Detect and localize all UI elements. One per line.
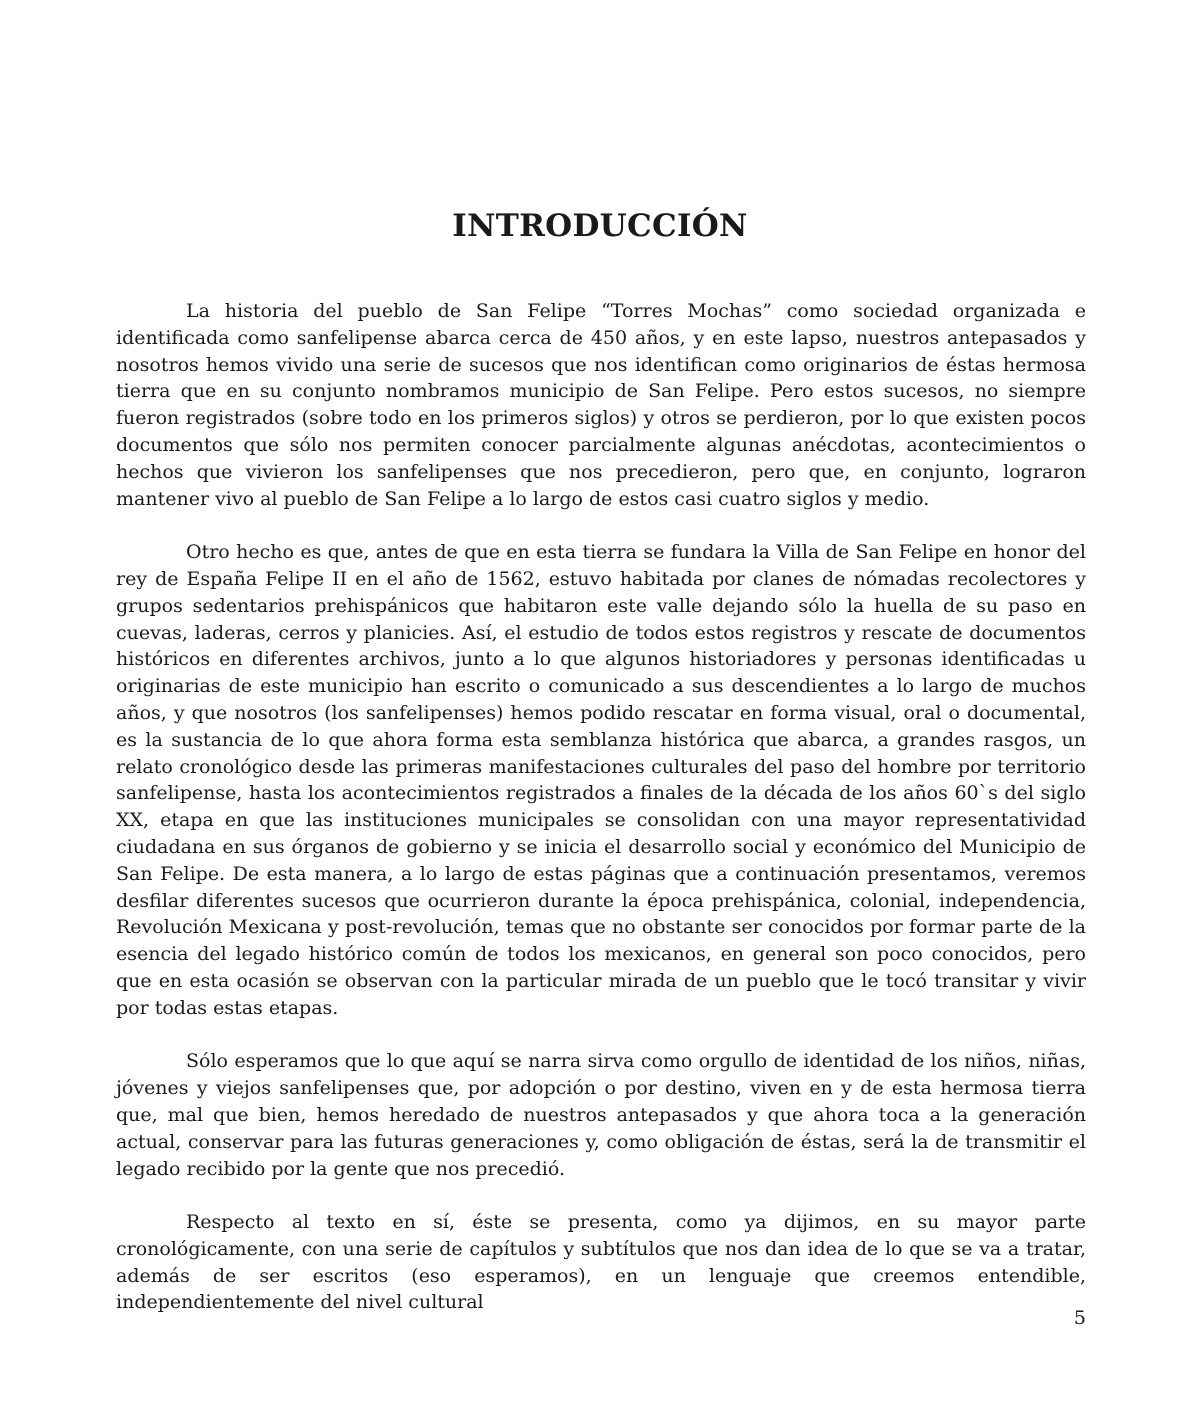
page-number: 5 — [1073, 1307, 1086, 1329]
paragraph-2: Otro hecho es que, antes de que en esta tierra se fundara la Villa de San Felipe en honor del rey de España Felipe II en el año de 1562, estuvo habitada por clanes de nómadas recolectores y grupos sedentarios prehispánicos que habitaron este valle dejando sólo la huella de su paso en cuevas, laderas, cerros y planicies. Así, el estudio de todos estos registros y rescate de documentos históricos en diferentes archivos, junto a lo que algunos historiadores y personas identificadas u originarias de este municipio han escrito o comunicado a sus descendientes a lo largo de muchos años, y que nosotros (los sanfelipenses) hemos podido rescatar en forma visual, oral o documental, es la sustancia de lo que ahora forma esta semblanza histórica que abarca, a grandes rasgos, un relato cronológico desde las primeras manifestaciones culturales del paso del hombre por territorio sanfelipense, hasta los acontecimientos registrados a finales de la década de los años 60`s del siglo XX, etapa en que las instituciones municipales se consolidan con una mayor representatividad ciudadana en sus órganos de gobierno y se inicia el desarrollo social y económico del Municipio de San Felipe. De esta manera, a lo largo de estas páginas que a continuación presentamos, veremos desfilar diferentes sucesos que ocurrieron durante la época prehispánica, colonial, independencia, Revolución Mexicana y post-revolución, temas que no obstante ser conocidos por formar parte de la esencia del legado histórico común de todos los mexicanos, en general son poco conocidos, pero que en esta ocasión se observan con la particular mirada de un pueblo que le tocó transitar y vivir por todas estas etapas. — [116, 541, 1086, 1019]
body-text — [116, 298, 1086, 1343]
paragraph-3: Sólo esperamos que lo que aquí se narra sirva como orgullo de identidad de los niños, niñas, jóvenes y viejos sanfelipenses que, por adopción o por destino, viven en y de esta hermosa tierra que, mal que bien, hemos heredado de nuestros antepasados y que ahora toca a la generación actual, conservar para las futuras generaciones y, como obligación de éstas, será la de transmitir el legado recibido por la gente que nos precedió. — [116, 1050, 1086, 1180]
paragraph-1: La historia del pueblo de San Felipe “Torres Mochas” como sociedad organizada e identificada como sanfelipense abarca cerca de 450 años, y en este lapso, nuestros antepasados y nosotros hemos vivido una serie de sucesos que nos identifican como originarios de éstas hermosa tierra que en su conjunto nombramos municipio de San Felipe. Pero estos sucesos, no siempre fueron registrados (sobre todo en los primeros siglos) y otros se perdieron, por lo que existen pocos documentos que sólo nos permiten conocer parcialmente algunas anécdotas, acontecimientos o hechos que vivieron los sanfelipenses que nos precedieron, pero que, en conjunto, lograron mantener vivo al pueblo de San Felipe a lo largo de estos casi cuatro siglos y medio. — [116, 300, 1086, 510]
paragraph-4: Respecto al texto en sí, éste se presenta, como ya dijimos, en su mayor parte cronológicamente, con una serie de capítulos y subtítulos que nos dan idea de lo que se va a tratar, además de ser escritos (eso esperamos), en un lenguaje que creemos entendible, independientemente del nivel cultural — [116, 1211, 1086, 1314]
page-title: INTRODUCCIÓN — [452, 208, 748, 244]
